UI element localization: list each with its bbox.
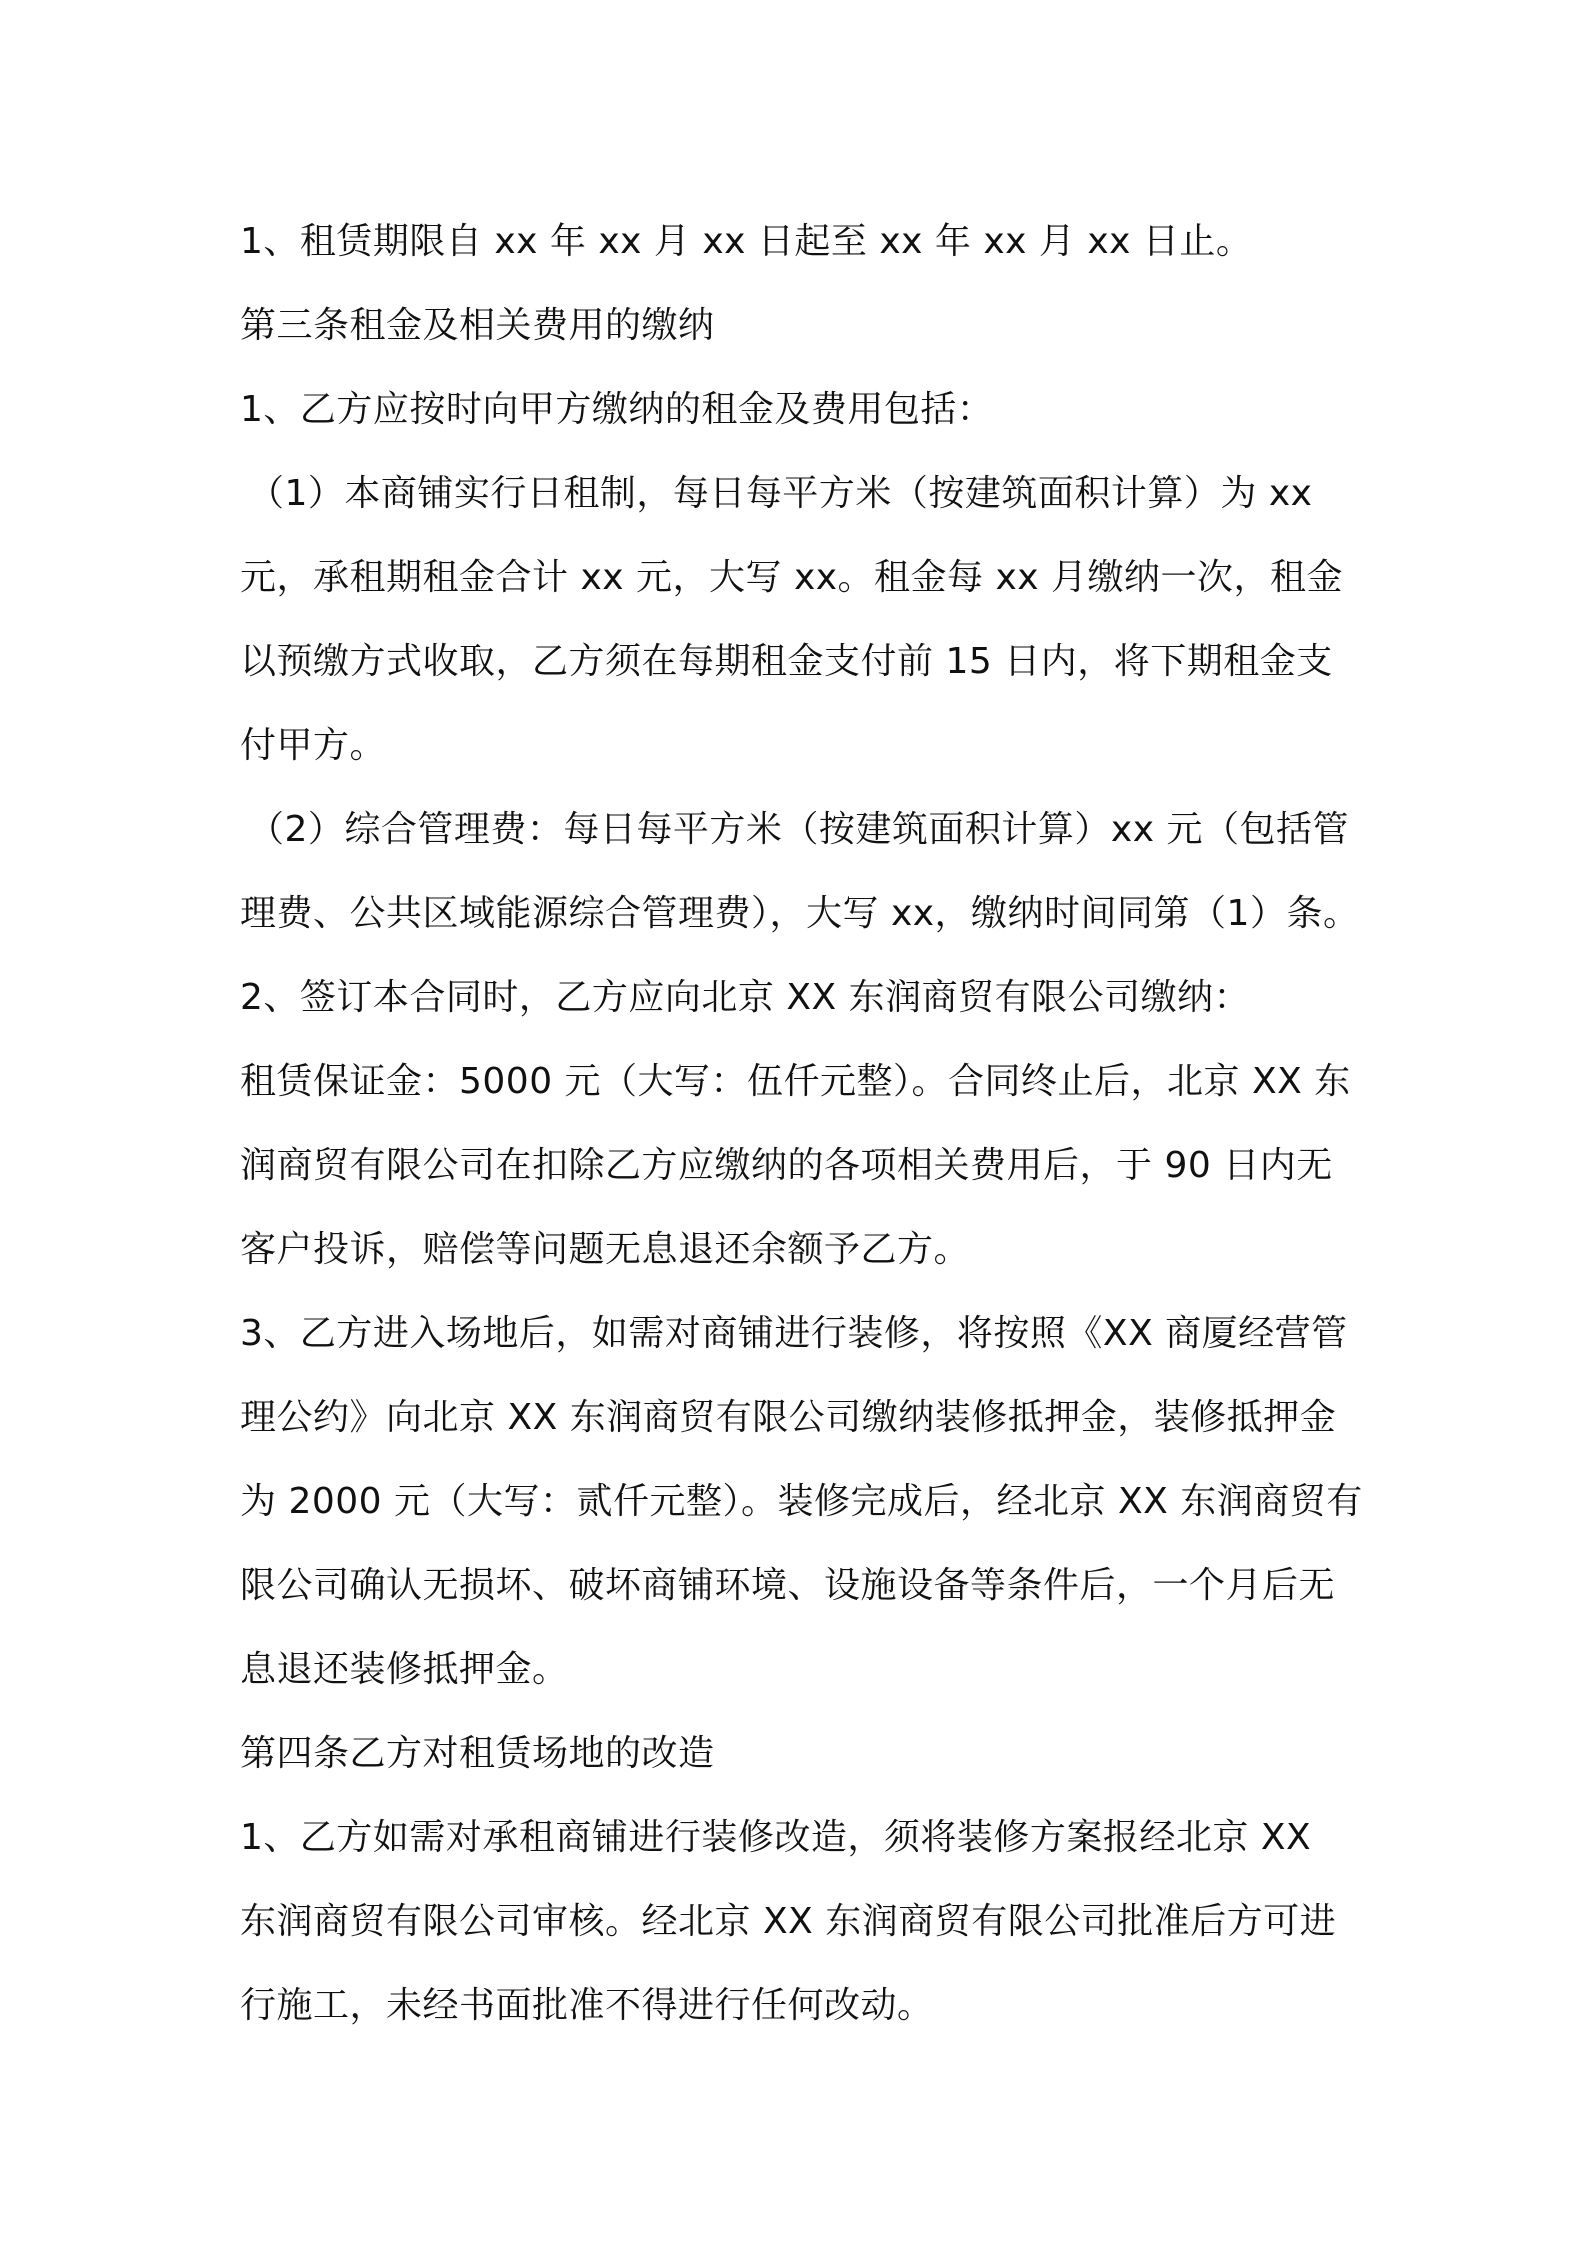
document-body (240, 200, 1370, 2048)
article-3-heading: 第三条租金及相关费用的缴纳 (240, 305, 715, 346)
term-lease-period-line: 1、租赁期限自 xx 年 xx 月 xx 日起至 xx 年 xx 月 xx 日止。 (240, 221, 1253, 262)
alteration-clause-line-2: 东润商贸有限公司审核。经北京 XX 东润商贸有限公司批准后方可进 (240, 1901, 1337, 1942)
deposit-intro-line: 2、签订本合同时，乙方应向北京 XX 东润商贸有限公司缴纳： (240, 977, 1251, 1018)
article-4-heading: 第四条乙方对租赁场地的改造 (240, 1733, 715, 1774)
renovation-deposit-line-2: 理公约》向北京 XX 东润商贸有限公司缴纳装修抵押金，装修抵押金 (240, 1397, 1337, 1438)
renovation-deposit-line-5: 息退还装修抵押金。 (240, 1649, 569, 1690)
rent-clause-1-line-2: 元，承租期租金合计 xx 元，大写 xx。租金每 xx 月缴纳一次，租金 (240, 557, 1344, 598)
rent-clause-1-line-3: 以预缴方式收取，乙方须在每期租金支付前 15 日内，将下期租金支 (240, 641, 1333, 682)
lease-deposit-line-3: 客户投诉，赔偿等问题无息退还余额予乙方。 (240, 1229, 971, 1270)
alteration-clause-line-3: 行施工，未经书面批准不得进行任何改动。 (240, 1985, 934, 2026)
rent-fees-intro-line: 1、乙方应按时向甲方缴纳的租金及费用包括： (240, 389, 994, 430)
lease-deposit-line-1: 租赁保证金：5000 元（大写：伍仟元整）。合同终止后，北京 XX 东 (240, 1061, 1351, 1102)
management-fee-line-1: （2）综合管理费：每日每平方米（按建筑面积计算）xx 元（包括管 (248, 809, 1349, 850)
lease-deposit-line-2: 润商贸有限公司在扣除乙方应缴纳的各项相关费用后，于 90 日内无 (240, 1145, 1333, 1186)
rent-clause-1-line-1: （1）本商铺实行日租制，每日每平方米（按建筑面积计算）为 xx (248, 473, 1313, 514)
renovation-deposit-line-3: 为 2000 元（大写：贰仟元整）。装修完成后，经北京 XX 东润商贸有 (240, 1481, 1363, 1522)
renovation-deposit-line-1: 3、乙方进入场地后，如需对商铺进行装修，将按照《XX 商厦经营管 (240, 1313, 1348, 1354)
alteration-clause-line-1: 1、乙方如需对承租商铺进行装修改造，须将装修方案报经北京 XX (240, 1817, 1312, 1858)
rent-clause-1-line-4: 付甲方。 (240, 725, 387, 766)
renovation-deposit-line-4: 限公司确认无损坏、破坏商铺环境、设施设备等条件后，一个月后无 (240, 1565, 1336, 1606)
management-fee-line-2: 理费、公共区域能源综合管理费），大写 xx，缴纳时间同第（1）条。 (240, 893, 1360, 934)
